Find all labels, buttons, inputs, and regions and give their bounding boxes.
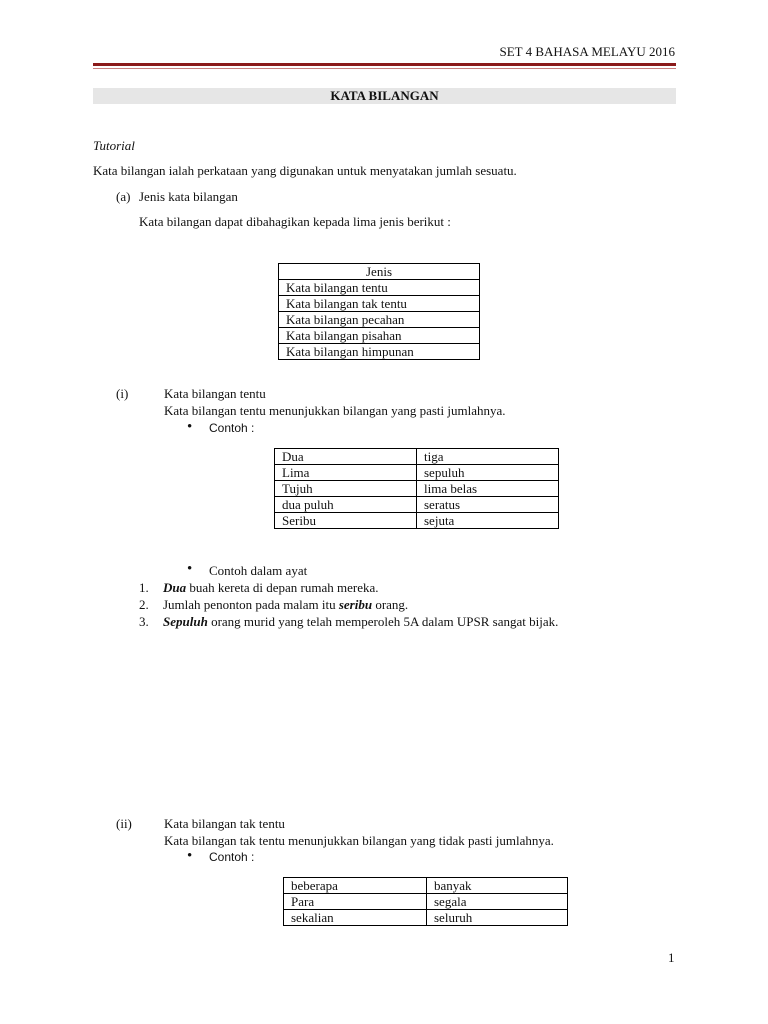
table-row: Kata bilangan pisahan <box>279 328 480 344</box>
sentence-number: 1. <box>139 580 149 595</box>
page-number: 1 <box>668 950 675 965</box>
table-cell: banyak <box>427 878 568 894</box>
bullet-icon: • <box>187 848 193 864</box>
table-cell: seluruh <box>427 910 568 926</box>
intro-paragraph: Kata bilangan ialah perkataan yang digunakan untuk menyatakan jumlah sesuatu. <box>93 163 517 178</box>
table-cell: segala <box>427 894 568 910</box>
section-a-marker: (a) <box>116 189 131 204</box>
table-cell: dua puluh <box>275 497 417 513</box>
table-cell: sekalian <box>284 910 427 926</box>
bullet-icon: • <box>187 561 193 577</box>
bullet-icon: • <box>187 419 193 435</box>
table-cell: lima belas <box>417 481 559 497</box>
sub-i-heading: Kata bilangan tentu <box>164 386 266 401</box>
sentence-number: 2. <box>139 597 149 612</box>
table-row: Kata bilangan tak tentu <box>279 296 480 312</box>
tutorial-label: Tutorial <box>93 138 135 153</box>
header-rule-thin <box>93 68 676 69</box>
table-cell: seratus <box>417 497 559 513</box>
table-row: Kata bilangan tentu <box>279 280 480 296</box>
table-cell: Lima <box>275 465 417 481</box>
table-cell: beberapa <box>284 878 427 894</box>
sub-ii-example-table <box>283 877 568 926</box>
section-a-heading: Jenis kata bilangan <box>139 189 238 204</box>
header-rule <box>93 63 676 66</box>
table-cell: sejuta <box>417 513 559 529</box>
table-cell: Para <box>284 894 427 910</box>
table-cell: Seribu <box>275 513 417 529</box>
sentence-3: Sepuluh orang murid yang telah memperoleh 5A dalam UPSR sangat bijak. <box>163 614 559 629</box>
sub-ii-contoh-label: Contoh : <box>209 850 255 864</box>
table-row: Kata bilangan pecahan <box>279 312 480 328</box>
document-header: SET 4 BAHASA MELAYU 2016 <box>499 44 675 59</box>
sub-ii-marker: (ii) <box>116 816 132 831</box>
table-cell: sepuluh <box>417 465 559 481</box>
sub-i-example-table <box>274 448 559 529</box>
sub-i-contoh-label: Contoh : <box>209 421 255 435</box>
sub-i-description: Kata bilangan tentu menunjukkan bilangan yang pasti jumlahnya. <box>164 403 506 418</box>
sentence-number: 3. <box>139 614 149 629</box>
sentence-2: Jumlah penonton pada malam itu seribu orang. <box>163 597 409 612</box>
sub-i-sentences-label: Contoh dalam ayat <box>209 563 308 578</box>
jenis-table-header: Jenis <box>279 264 480 280</box>
sub-i-marker: (i) <box>116 386 129 401</box>
jenis-table <box>278 263 480 360</box>
sub-ii-heading: Kata bilangan tak tentu <box>164 816 285 831</box>
table-row: Kata bilangan himpunan <box>279 344 480 360</box>
table-cell: Tujuh <box>275 481 417 497</box>
table-cell: Dua <box>275 449 417 465</box>
sub-ii-description: Kata bilangan tak tentu menunjukkan bilangan yang tidak pasti jumlahnya. <box>164 833 554 848</box>
section-a-description: Kata bilangan dapat dibahagikan kepada lima jenis berikut : <box>139 214 451 229</box>
table-cell: tiga <box>417 449 559 465</box>
page-title: KATA BILANGAN <box>330 88 439 103</box>
sentence-1: Dua buah kereta di depan rumah mereka. <box>163 580 379 595</box>
